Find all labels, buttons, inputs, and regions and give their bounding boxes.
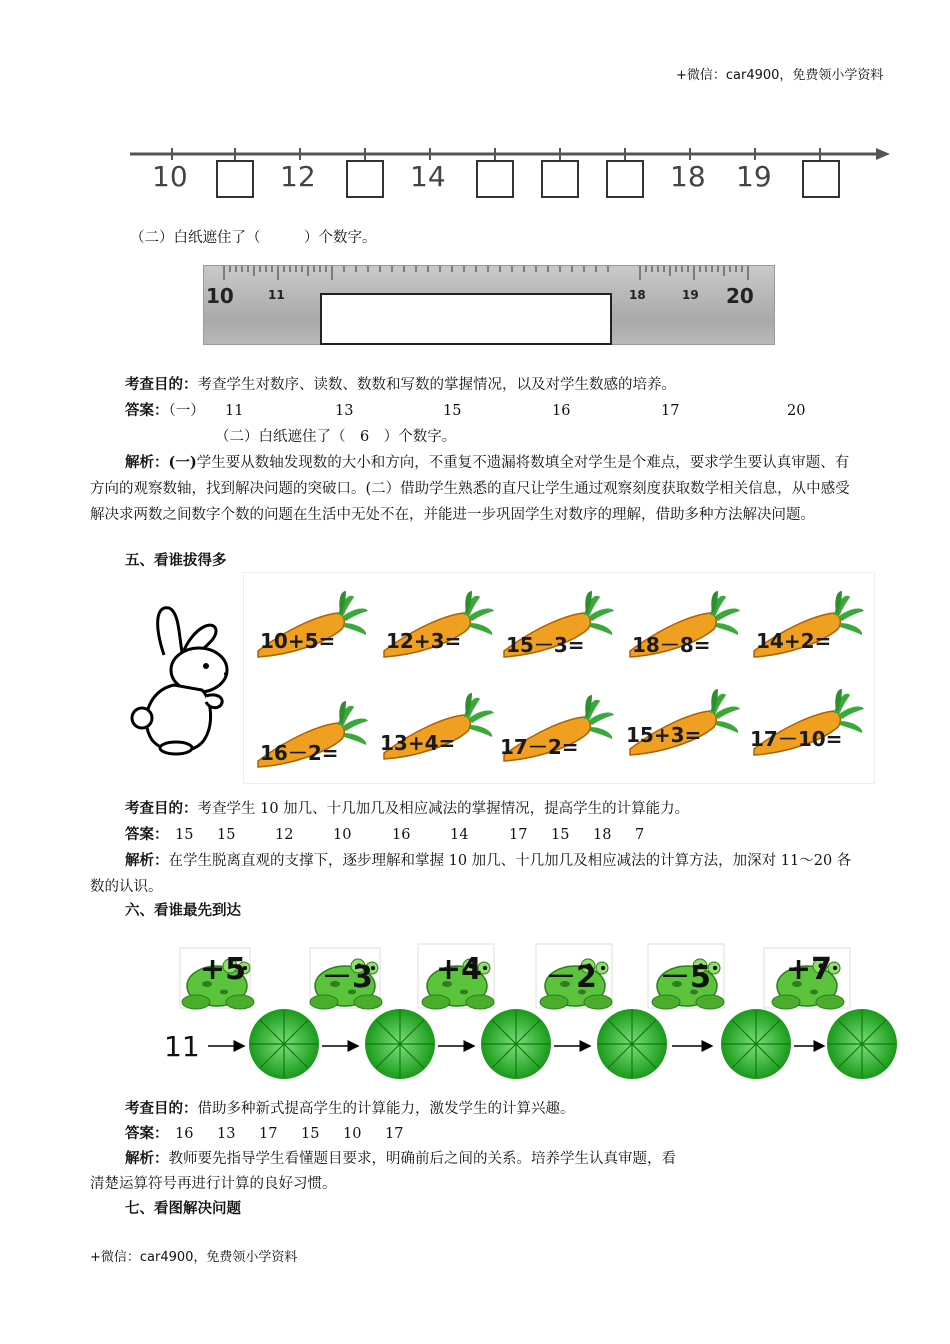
carrot-equation: 17－2= (500, 735, 579, 759)
answer-value: 17 (509, 827, 528, 843)
answer-box[interactable] (476, 160, 514, 198)
frog-operation: +5 (200, 952, 247, 987)
frog-operation: +4 (436, 952, 483, 987)
answer-box[interactable] (802, 160, 840, 198)
carrot-equation: 18－8= (632, 633, 711, 657)
carrots-panel (243, 572, 875, 784)
analysis-text: 教师要先指导学生看懂题目要求，明确前后之间的关系。培养学生认真审题，看 (168, 1151, 676, 1167)
frog-operation: －5 (660, 960, 711, 995)
ruler-figure (203, 265, 775, 345)
answer-value: 13 (217, 1126, 236, 1142)
section-7-title: 七、看图解决问题 (125, 1200, 241, 1217)
analysis-label: 解析： (125, 454, 169, 471)
answer-value: 17 (385, 1126, 404, 1142)
number-line-label: 12 (280, 160, 316, 193)
answer-value: 10 (333, 827, 352, 843)
answer-value: 10 (343, 1126, 362, 1142)
lily-pad[interactable] (249, 1009, 319, 1079)
analysis-label: 解析： (125, 1150, 169, 1167)
number-line-label: 19 (736, 160, 772, 193)
carrot-equation: 13+4= (380, 731, 456, 755)
page-header: +微信：car4900，免费领小学资料 (676, 68, 884, 83)
number-line-figure (128, 140, 893, 210)
purpose-line (125, 796, 689, 822)
number-line-label: 14 (410, 160, 446, 193)
answer-line (125, 1121, 445, 1147)
answer-label: 答案： (125, 826, 169, 843)
analysis-paragraph (90, 450, 862, 528)
purpose-label: 考查目的： (125, 376, 198, 393)
lily-pad[interactable] (827, 1009, 897, 1079)
analysis-text: 学生要从数轴发现数的大小和方向，不重复不遗漏将数填全对学生是个难点，要求学生要认真审题、有方向的观察数轴，找到解决问题的突破口。(二）借助学生熟悉的直尺让学生通过观察刻度获取数学相关信息，从中感受解决求两数之间数字个数的问题在生活中无处不在，并能进一步巩固学生对数序的理解，借助多种方法解决问题。 (90, 455, 850, 523)
answer-value: 12 (275, 827, 294, 843)
lily-pad[interactable] (481, 1009, 551, 1079)
purpose-text: 考查学生 10 加几、十几加几及相应减法的掌握情况，提高学生的计算能力。 (197, 801, 690, 817)
rabbit-icon (124, 600, 237, 758)
answer-box[interactable] (541, 160, 579, 198)
answer-value: 15 (217, 827, 236, 843)
start-number: 11 (164, 1030, 200, 1063)
lily-pad[interactable] (597, 1009, 667, 1079)
lily-pad[interactable] (721, 1009, 791, 1079)
frog-operation: －3 (322, 960, 373, 995)
section-5-title: 五、看谁拔得多 (125, 552, 227, 569)
frog-operation: +7 (786, 952, 833, 987)
answer-value: 15 (551, 827, 570, 843)
answer-value: 7 (635, 827, 645, 843)
answer-value: 20 (787, 403, 806, 419)
answer-box[interactable] (346, 160, 384, 198)
purpose-line (125, 1096, 575, 1122)
answer-value: 15 (301, 1126, 320, 1142)
white-paper-cover (320, 293, 612, 345)
analysis-bold: (一) (168, 454, 197, 471)
answer-value: 14 (450, 827, 469, 843)
page-footer: +微信：car4900，免费领小学资料 (90, 1250, 298, 1265)
purpose-label: 考查目的： (125, 800, 198, 817)
answer-value: 13 (335, 403, 354, 419)
answer-value: 17 (259, 1126, 278, 1142)
answer-label: 答案： (125, 402, 169, 419)
purpose-text: 考查学生对数序、读数、数数和写数的掌握情况，以及对学生数感的培养。 (197, 377, 676, 393)
carrot-equation: 17－10= (750, 727, 843, 751)
analysis-line-1 (125, 1146, 676, 1172)
answer-value: 17 (661, 403, 680, 419)
answer-value: 15 (175, 827, 194, 843)
answer-value: 11 (225, 403, 244, 419)
ruler-label: 20 (726, 284, 754, 308)
rabbit-image (124, 600, 237, 758)
purpose-label: 考查目的： (125, 1100, 198, 1117)
purpose-text: 借助多种新式提高学生的计算能力，激发学生的计算兴趣。 (197, 1101, 575, 1117)
answer-value: 15 (443, 403, 462, 419)
number-line-label: 10 (152, 160, 188, 193)
carrot-equation: 16－2= (260, 741, 339, 765)
ruler-label: 18 (629, 288, 646, 302)
frog-operation: －2 (546, 960, 597, 995)
answer-value: 16 (552, 403, 571, 419)
analysis-paragraph (90, 848, 862, 900)
carrot-equation: 12+3= (386, 629, 462, 653)
carrot-equation: 15+3= (626, 723, 702, 747)
answer-value: 16 (392, 827, 411, 843)
section-6-title: 六、看谁最先到达 (125, 902, 241, 919)
carrot-equation: 15－3= (506, 633, 585, 657)
analysis-label: 解析： (125, 852, 169, 869)
frog-race-figure (160, 942, 905, 1082)
answer-value: 16 (175, 1126, 194, 1142)
answer-line (125, 822, 685, 848)
analysis-text: 在学生脱离直观的支撑下，逐步理解和掌握 10 加几、十几加几及相应减法的计算方法，加深对 11～20 各数的认识。 (90, 853, 852, 895)
answer-line (125, 398, 825, 424)
answer-box[interactable] (216, 160, 254, 198)
ruler-label: 10 (206, 284, 234, 308)
lily-pad[interactable] (365, 1009, 435, 1079)
ruler-label: 11 (268, 288, 285, 302)
answer-prefix: （一） (168, 403, 205, 419)
answer-label: 答案： (125, 1125, 169, 1142)
analysis-line-2: 清楚运算符号再进行计算的良好习惯。 (90, 1176, 337, 1192)
answer-line-2: （二）白纸遮住了（ 6 ）个数字。 (215, 429, 457, 445)
carrot-equation: 10+5= (260, 629, 336, 653)
carrot-equation: 14+2= (756, 629, 832, 653)
purpose-line (125, 372, 676, 398)
question-2-prompt: （二）白纸遮住了（ ）个数字。 (130, 230, 377, 246)
number-line-label: 18 (670, 160, 706, 193)
answer-box[interactable] (606, 160, 644, 198)
ruler-label: 19 (682, 288, 699, 302)
answer-value: 18 (593, 827, 612, 843)
